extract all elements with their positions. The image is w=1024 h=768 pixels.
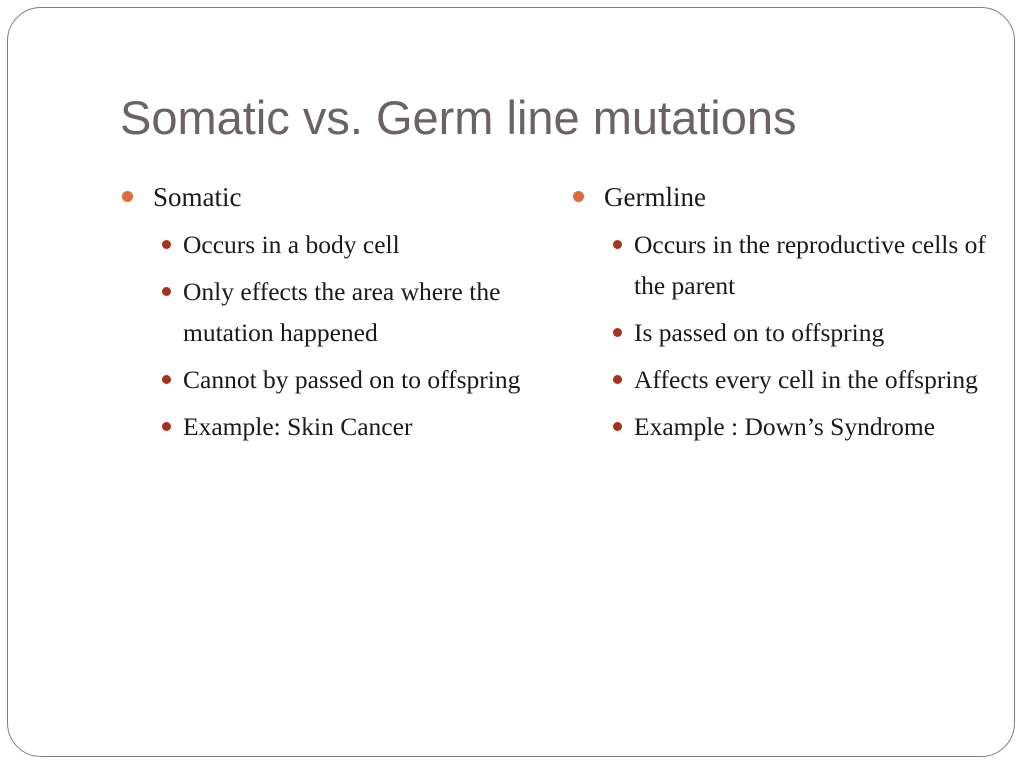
bullet-somatic bbox=[122, 178, 532, 216]
slide-title: Somatic vs. Germ line mutations bbox=[120, 91, 797, 144]
sub-bullet-dot-icon bbox=[613, 375, 622, 384]
list-item bbox=[573, 359, 993, 400]
list-item-text: Example : Down’s Syndrome bbox=[634, 412, 936, 441]
sub-bullet-dot-icon bbox=[162, 422, 171, 431]
bullet-dot-icon bbox=[122, 191, 133, 202]
somatic-heading: Somatic bbox=[153, 182, 242, 212]
list-item bbox=[122, 224, 532, 265]
list-item-text: Example: Skin Cancer bbox=[183, 412, 413, 441]
somatic-sub-list bbox=[122, 224, 532, 447]
sub-bullet-dot-icon bbox=[162, 375, 171, 384]
list-item bbox=[573, 406, 993, 447]
list-item-text: Is passed on to offspring bbox=[634, 318, 885, 347]
list-item bbox=[122, 406, 532, 447]
list-item bbox=[573, 224, 993, 306]
list-item bbox=[573, 312, 993, 353]
sub-bullet-dot-icon bbox=[162, 287, 171, 296]
sub-bullet-dot-icon bbox=[613, 422, 622, 431]
germline-sub-list bbox=[573, 224, 993, 447]
somatic-column bbox=[122, 178, 532, 453]
sub-bullet-dot-icon bbox=[613, 240, 622, 249]
list-item bbox=[122, 271, 532, 353]
list-item-text: Only effects the area where the mutation happened bbox=[183, 277, 501, 347]
bullet-dot-icon bbox=[573, 191, 584, 202]
list-item bbox=[122, 359, 532, 400]
sub-bullet-dot-icon bbox=[613, 328, 622, 337]
list-item-text: Occurs in a body cell bbox=[183, 230, 400, 259]
slide-frame bbox=[7, 7, 1015, 757]
germline-heading: Germline bbox=[604, 182, 706, 212]
bullet-germline bbox=[573, 178, 993, 216]
list-item-text: Affects every cell in the offspring bbox=[634, 365, 978, 394]
sub-bullet-dot-icon bbox=[162, 240, 171, 249]
list-item-text: Cannot by passed on to offspring bbox=[183, 365, 521, 394]
list-item-text: Occurs in the reproductive cells of the parent bbox=[634, 230, 986, 300]
germline-column bbox=[573, 178, 993, 453]
